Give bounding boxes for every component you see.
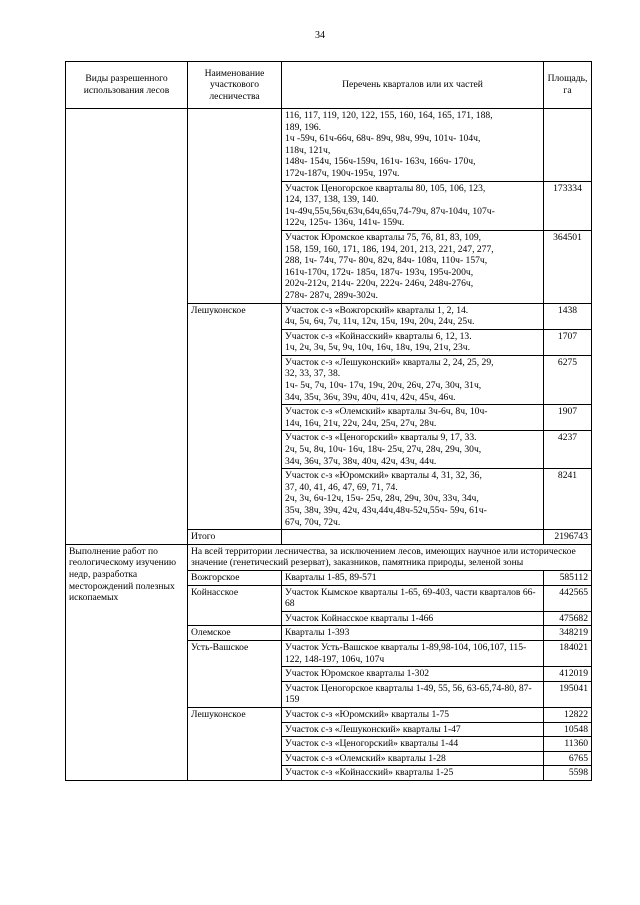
quarters-cell: Участок с-з «Юромский» кварталы 1-75: [282, 707, 544, 722]
area-cell: 195041: [544, 681, 592, 707]
quarters-cell: Участок с-з «Койнасский» кварталы 1-25: [282, 766, 544, 781]
area-cell: 5598: [544, 766, 592, 781]
quarters-cell: Участок с-з «Юромский» кварталы 4, 31, 32, 36, 37, 40, 41, 46, 47, 69, 71, 74. 2ч, 3ч, 6ч-12ч, 15ч- 25ч, 28ч, 29ч, 30ч, 33ч, 34ч, 35ч, 38ч, 39ч, 42ч, 43ч,44ч,48ч-52ч,55ч- 59ч, 61ч- 67ч, 70ч, 72ч.: [282, 469, 544, 530]
area-cell: 173334: [544, 181, 592, 230]
quarters-cell: Участок Юромское кварталы 1-302: [282, 667, 544, 682]
quarters-cell: Участок Койнасское кварталы 1-466: [282, 611, 544, 626]
quarters-cell: Участок Юромское кварталы 75, 76, 81, 83, 109, 158, 159, 160, 171, 186, 194, 201, 213, 221, 247, 277, 288, 1ч- 74ч, 77ч- 80ч, 82ч, 84ч- 108ч, 110ч- 157ч, 161ч-170ч, 172ч- 185ч, 187ч- 193ч, 195ч-200ч, 202ч-212ч, 214ч- 220ч, 222ч- 246ч, 248ч-276ч, 278ч- 287ч, 289ч-302ч.: [282, 230, 544, 303]
table-header-row: [66, 62, 592, 109]
table-row: [66, 109, 592, 182]
area-cell: 1438: [544, 303, 592, 329]
quarters-cell: 116, 117, 119, 120, 122, 155, 160, 164, 165, 171, 188, 189, 196. 1ч -59ч, 61ч-66ч, 68ч- 89ч, 98ч, 99ч, 101ч- 104ч, 118ч, 121ч, 148ч- 154ч, 156ч-159ч, 161ч- 163ч, 166ч- 170ч, 172ч-187ч, 190ч-195ч, 197ч.: [282, 109, 544, 182]
quarters-cell: Участок Кымское кварталы 1-65, 69-403, части кварталов 66-68: [282, 585, 544, 611]
quarters-cell: Участок Ценогорское кварталы 80, 105, 106, 123, 124, 137, 138, 139, 140. 1ч-49ч,55ч,56ч,63ч,64ч,65ч,74-79ч, 87ч-104ч, 107ч- 122ч, 125ч- 136ч, 141ч- 159ч.: [282, 181, 544, 230]
quarters-cell: Участок с-з «Лешуконский» кварталы 2, 24, 25, 29, 32, 33, 37, 38. 1ч- 5ч, 7ч, 10ч- 17ч, 19ч, 20ч, 26ч, 27ч, 30ч, 31ч, 34ч, 35ч, 36ч, 39ч, 40ч, 41ч, 42ч, 45ч, 46ч.: [282, 355, 544, 404]
forestry-cell: Лешуконское: [188, 303, 282, 530]
area-cell: 10548: [544, 722, 592, 737]
header-area: Площадь, га: [544, 62, 592, 109]
page-number: 34: [315, 30, 325, 41]
area-cell: 184021: [544, 640, 592, 666]
forestry-cell: [188, 109, 282, 304]
area-cell: 6275: [544, 355, 592, 404]
area-cell: 8241: [544, 469, 592, 530]
area-cell: 442565: [544, 585, 592, 611]
forestry-cell: Олемское: [188, 626, 282, 641]
total-area: 2196743: [544, 530, 592, 545]
quarters-cell: Участок с-з «Олемский» кварталы 1-28: [282, 751, 544, 766]
quarters-cell: Участок с-з «Койнасский» кварталы 6, 12, 13. 1ч, 2ч, 3ч, 5ч, 9ч, 10ч, 16ч, 18ч, 19ч, 21ч, 23ч.: [282, 329, 544, 355]
area-cell: 1907: [544, 405, 592, 431]
quarters-cell: Участок Ценогорское кварталы 1-49, 55, 56, 63-65,74-80, 87-159: [282, 681, 544, 707]
quarters-cell: Участок с-з «Ценогорский» кварталы 1-44: [282, 737, 544, 752]
quarters-cell: Участок с-з «Вожгорский» кварталы 1, 2, 14. 4ч, 5ч, 6ч, 7ч, 11ч, 12ч, 15ч, 19ч, 20ч, 24ч, 25ч.: [282, 303, 544, 329]
area-cell: 475682: [544, 611, 592, 626]
forestry-cell: Койнасское: [188, 585, 282, 626]
area-cell: 4237: [544, 431, 592, 469]
area-cell: 585112: [544, 570, 592, 585]
table-row: [66, 544, 592, 570]
forestry-cell: Усть-Вашское: [188, 640, 282, 707]
header-forestry: Наименование участкового лесничества: [188, 62, 282, 109]
quarters-cell: Кварталы 1-85, 89-571: [282, 570, 544, 585]
header-use-type: Виды разрешенного использования лесов: [66, 62, 188, 109]
quarters-cell: Кварталы 1-393: [282, 626, 544, 641]
header-quarters: Перечень кварталов или их частей: [282, 62, 544, 109]
use-type-cell: [66, 109, 188, 545]
territory-note: На всей территории лесничества, за исключением лесов, имеющих научное или историческое значение (генетический резерват), заказников, памятника природы, зеленой зоны: [188, 544, 592, 570]
quarters-cell: [282, 530, 544, 545]
area-cell: 1707: [544, 329, 592, 355]
total-label: Итого: [188, 530, 282, 545]
use-type-cell: Выполнение работ по геологическому изучению недр, разработка месторождений полезных ископаемых: [66, 544, 188, 780]
forestry-cell: Лешуконское: [188, 707, 282, 780]
area-cell: 11360: [544, 737, 592, 752]
area-cell: 12822: [544, 707, 592, 722]
area-cell: 364501: [544, 230, 592, 303]
quarters-cell: Участок с-з «Ценогорский» кварталы 9, 17, 33. 2ч, 5ч, 8ч, 10ч- 16ч, 18ч- 25ч, 27ч, 28ч, 29ч, 30ч, 34ч, 36ч, 37ч, 38ч, 40ч, 42ч, 43ч, 44ч.: [282, 431, 544, 469]
area-cell: 412019: [544, 667, 592, 682]
quarters-cell: Участок с-з «Лешуконский» кварталы 1-47: [282, 722, 544, 737]
forest-use-table: [65, 61, 592, 781]
area-cell: 348219: [544, 626, 592, 641]
area-cell: [544, 109, 592, 182]
quarters-cell: Участок Усть-Вашское кварталы 1-89,98-104, 106,107, 115- 122, 148-197, 106ч, 107ч: [282, 640, 544, 666]
area-cell: 6765: [544, 751, 592, 766]
forestry-cell: Вожгорское: [188, 570, 282, 585]
quarters-cell: Участок с-з «Олемский» кварталы 3ч-6ч, 8ч, 10ч- 14ч, 16ч, 21ч, 22ч, 24ч, 25ч, 27ч, 28ч.: [282, 405, 544, 431]
